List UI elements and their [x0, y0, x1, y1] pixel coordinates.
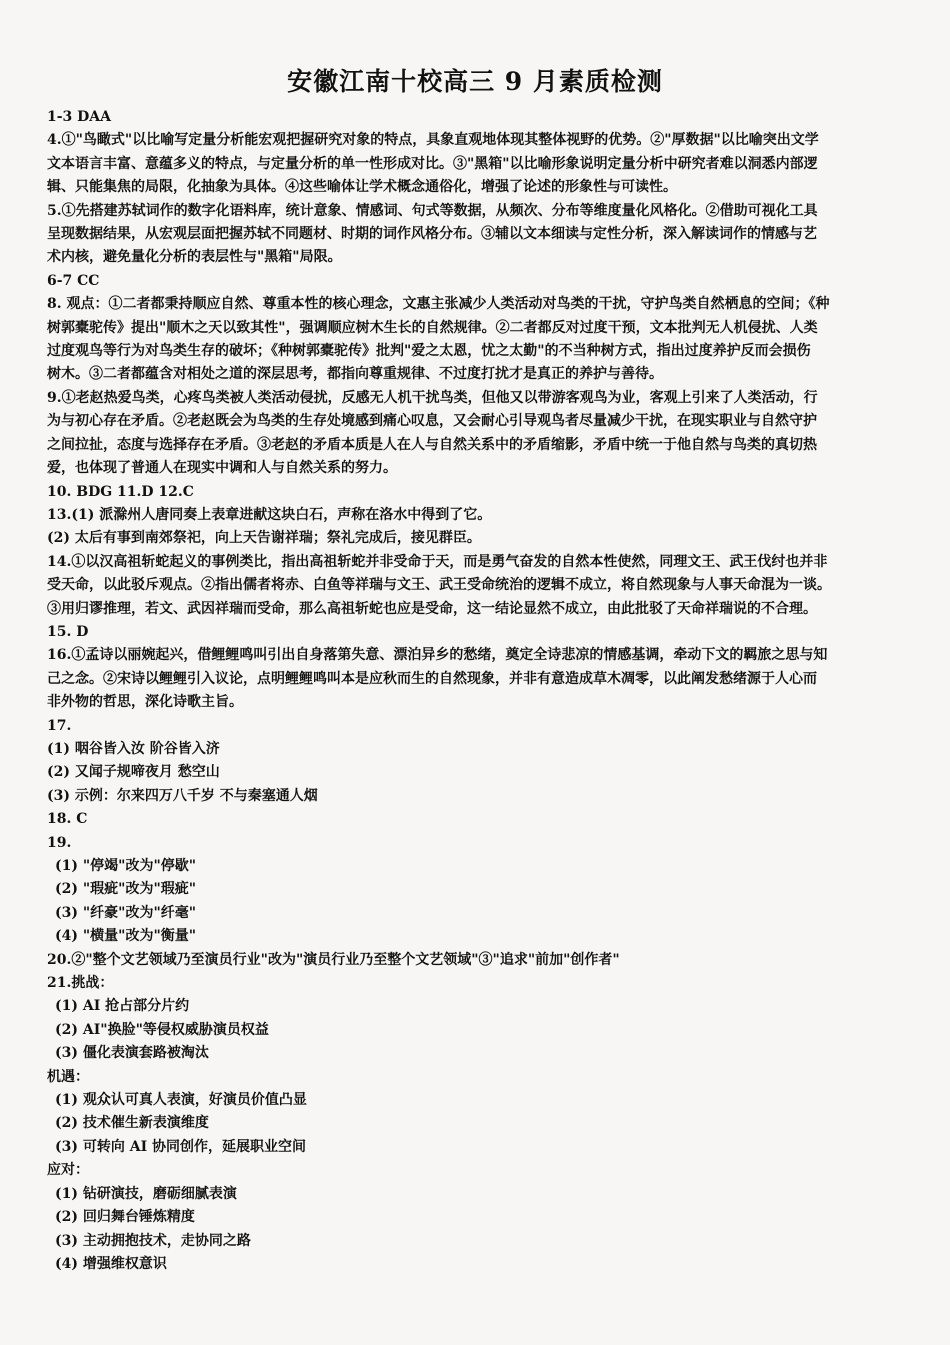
answer-line: 19. — [47, 834, 72, 851]
answer-line: (3) "纤豪"改为"纤毫" — [55, 904, 197, 921]
answer-line: 过度观鸟等行为对鸟类生存的破坏；《种树郭橐驼传》批判"爱之太恩，忧之太勤"的不当种树方式，指出过度养护反而会损伤 — [47, 343, 811, 360]
answer-line: (1) "停竭"改为"停歇" — [55, 858, 197, 874]
answer-line: 21.挑战： — [47, 975, 114, 992]
answer-line: 15. D — [47, 623, 89, 640]
answer-line: 受天命，以此驳斥观点。②指出儒者将赤、白鱼等祥瑞与文王、武王受命统治的逻辑不成立，将自然现象与人事天命混为一谈。 — [47, 577, 831, 594]
answer-line: (2) 技术催生新表演维度 — [55, 1115, 209, 1132]
answer-line: 树木。③二者都蕴含对相处之道的深层思考，都指向尊重规律、不过度打扰才是真正的养护与善待。 — [47, 366, 663, 383]
answer-line: 应对： — [47, 1162, 89, 1179]
answer-line: 18. C — [47, 811, 88, 828]
answer-line: (2) 回归舞台锤炼精度 — [55, 1209, 195, 1226]
answer-line: (3) 示例：尔来四万八千岁 不与秦塞通人烟 — [47, 787, 318, 804]
answer-line: 1-3 DAA — [47, 109, 112, 125]
answer-line: 文本语言丰富、意蕴多义的特点，与定量分析的单一性形成对比。③"黑箱"以比喻形象说明定量分析中研究者难以洞悉内部逻 — [47, 155, 818, 172]
answer-line: (1) 钻研演技，磨砺细腻表演 — [55, 1185, 237, 1202]
answer-line: (2) "瑕疵"改为"瑕疵" — [55, 881, 197, 898]
answer-line: 16.①孟诗以丽婉起兴，借鲤鲤鸣叫引出自身落第失意、漂泊异乡的愁绪，奠定全诗悲凉的情感基调，牵动下文的羁旅之思与知 — [47, 647, 828, 664]
answer-line: 6-7 CC — [47, 272, 100, 289]
answer-line: 之间拉扯，态度与选择存在矛盾。③老赵的矛盾本质是人在人与自然关系中的矛盾缩影，矛盾中统一于他自然与鸟类的真切热 — [47, 436, 817, 453]
answer-line: (4) "横量"改为"衡量" — [55, 928, 197, 945]
answer-line: 树郭橐驼传》提出"顺木之天以致其性"，强调顺应树木生长的自然规律。②二者都反对过度干预，文本批判无人机侵扰、人类 — [47, 319, 818, 336]
answer-content — [47, 106, 907, 1276]
answer-line: 20.②"整个文艺领域乃至演员行业"改为"演员行业乃至整个文艺领域"③"追求"前加"创作者" — [47, 951, 620, 968]
answer-line: 14.①以汉高祖斩蛇起义的事例类比，指出高祖斩蛇并非受命于天，而是勇气奋发的自然本性使然，同理文王、武王伐纣也并非 — [47, 553, 828, 570]
answer-line: 呈现数据结果，从宏观层面把握苏轼不同题材、时期的词作风格分布。③辅以文本细读与定性分析，深入解读词作的情感与艺 — [47, 226, 817, 243]
answer-line: (2) 又闻子规啼夜月 愁空山 — [47, 764, 220, 781]
answer-line: (4) 增强维权意识 — [55, 1255, 167, 1272]
answer-line: (1) AI 抢占部分片约 — [55, 998, 190, 1015]
answer-line: 13.(1) 派滁州人唐同奏上表章进献这块白石，声称在洛水中得到了它。 — [47, 506, 492, 523]
answer-line: (2) 太后有事到南郊祭祀，向上天告谢祥瑞；祭礼完成后，接见群臣。 — [47, 530, 481, 547]
answer-line: 机遇： — [47, 1068, 89, 1085]
answer-line: ③用归谬推理，若文、武因祥瑞而受命，那么高祖斩蛇也应是受命，这一结论显然不成立，由此批驳了天命祥瑞说的不合理。 — [47, 600, 817, 617]
answer-line: 己之念。②宋诗以鲤鲤引入议论，点明鲤鲤鸣叫本是应秋而生的自然现象，并非有意造成草木凋零，以此阐发愁绪源于人心而 — [47, 670, 817, 687]
answer-line: 术内核，避免量化分析的表层性与"黑箱"局限。 — [47, 249, 342, 266]
answer-line: 10. BDG 11.D 12.C — [47, 483, 194, 500]
answer-line: (3) 僵化表演套路被淘汰 — [55, 1045, 209, 1062]
answer-line: 9.①老赵热爱鸟类，心疼鸟类被人类活动侵扰，反感无人机干扰鸟类，但他又以带游客观鸟为业，客观上引来了人类活动，行 — [47, 389, 818, 406]
answer-line: 爱，也体现了普通人在现实中调和人与自然关系的努力。 — [47, 460, 397, 477]
page-title: 安徽江南十校高三 9 月素质检测 — [287, 67, 663, 96]
answer-line: 17. — [47, 717, 72, 734]
answer-line: 5.①先搭建苏轼词作的数字化语料库，统计意象、情感词、句式等数据，从频次、分布等维度量化风格化。②借助可视化工具 — [47, 202, 818, 219]
answer-line: 为与初心存在矛盾。②老赵既会为鸟类的生存处境感到痛心叹息，又会耐心引导观鸟者尽量减少干扰，在现实职业与自然守护 — [47, 413, 817, 430]
answer-line: (3) 主动拥抱技术，走协同之路 — [55, 1232, 251, 1249]
answer-line: 辑、只能集焦的局限，化抽象为具体。④这些喻体让学术概念通俗化，增强了论述的形象性与可读性。 — [47, 179, 677, 196]
answer-line: (1) 观众认可真人表演，好演员价值凸显 — [55, 1092, 307, 1109]
answer-line: (3) 可转向 AI 协同创作，延展职业空间 — [55, 1138, 307, 1155]
answer-line: 4.①"鸟瞰式"以比喻写定量分析能宏观把握研究对象的特点，具象直观地体现其整体视野的优势。②"厚数据"以比喻突出文学 — [47, 132, 819, 149]
answer-line: (2) AI"换脸"等侵权威胁演员权益 — [55, 1021, 269, 1038]
answer-line: (1) 咽谷皆入汝 阶谷皆入济 — [47, 740, 220, 757]
answer-line: 8. 观点：①二者都秉持顺应自然、尊重本性的核心理念，文惠主张减少人类活动对鸟类的干扰，守护鸟类自然栖息的空间；《种 — [47, 296, 830, 313]
answer-line: 非外物的哲思，深化诗歌主旨。 — [47, 694, 243, 711]
